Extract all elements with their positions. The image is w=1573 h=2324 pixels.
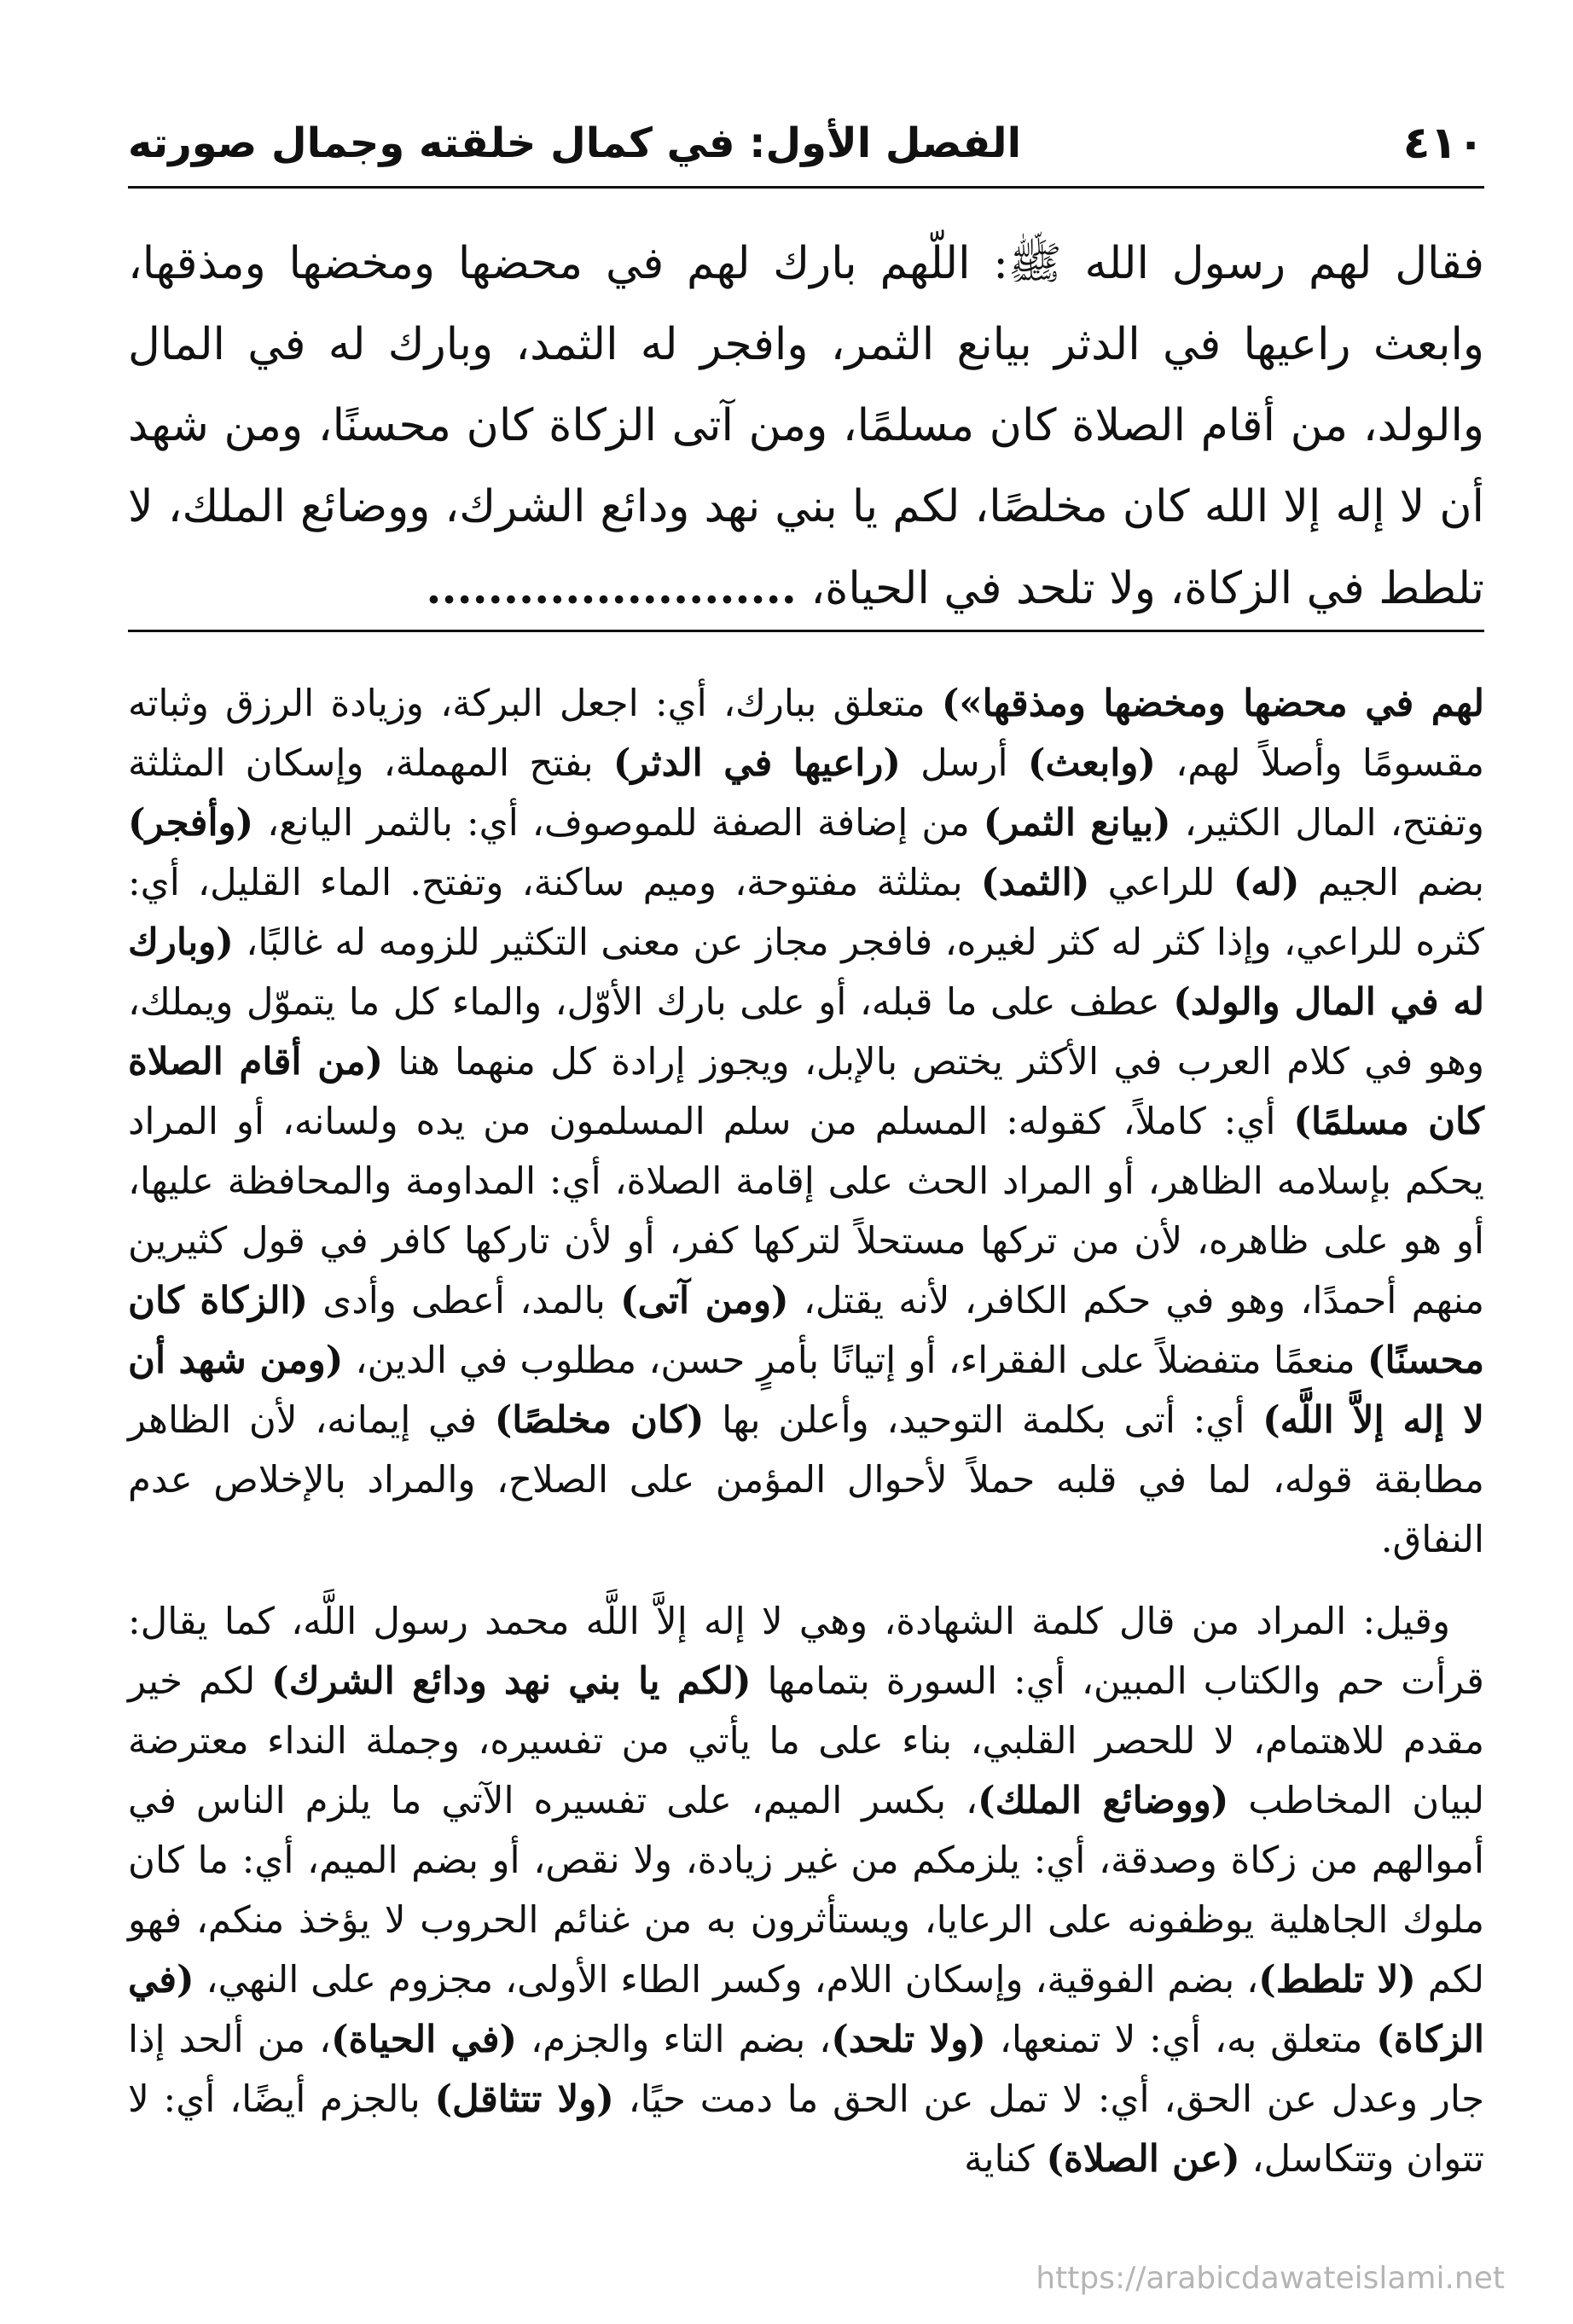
commentary-text: كناية [964,2138,1047,2181]
commentary-text: منعمًا متفضلاً على الفقراء، أو إتيانًا بأمرٍ حسن، مطلوب في الدين، [343,1339,1367,1382]
quoted-phrase: (في الزكاة) [128,1958,1485,2061]
commentary-text: للراعي [1089,862,1233,904]
quoted-phrase: (بيانع الثمر) [983,801,1171,845]
watermark-url: https://arabicdawateislami.net [1036,2261,1505,2296]
commentary-text: عطف على ما قبله، أو على بارك الأوّل، والماء كل ما يتموّل ويملك، وهو في كلام العرب في الأكثر يختص بالإبل، ويجوز إرادة كل منهما هنا [128,981,1484,1084]
commentary-text: لكم خير مقدم للاهتمام، لا للحصر القلبي، بناء على ما يأتي من تفسيره، وجملة النداء معترضة لبيان المخاطب [128,1660,1484,1822]
commentary-text: بالجزم أيضًا، أي: لا تتوان وتتكاسل، [128,2078,1484,2181]
commentary-paragraph-1 [128,674,1484,1570]
commentary-text: في إيمانه، لأن الظاهر مطابقة قوله، لما في قلبه حملاً لأحوال المؤمن على الصلاح، والمراد بالإخلاص عدم النفاق. [128,1399,1484,1561]
quoted-phrase: (وأفجر) [128,801,254,845]
commentary-text: متعلق ببارك، أي: اجعل البركة، وزيادة الرزق وثباته مقسومًا وأصلاً لهم، [128,683,1485,785]
quoted-phrase: (ووضائع الملك) [978,1779,1229,1822]
commentary-text: ، بكسر الميم، على تفسيره الآتي ما يلزم الناس في أموالهم من زكاة وصدقة، أي: يلزمكم من غير زيادة، ولا نقص، أو بضم الميم، أي: ما كان ملوك الجاهلية يوظفونه على الرعايا، ويستأثرون به من غنائم الحروب لا يؤخذ منكم، فهو لكم [128,1780,1484,2002]
commentary-text: أرسل [900,742,1028,785]
quoted-phrase: لهم في محضها ومخضها ومذقها») [941,682,1485,725]
quoted-phrase: (في الحياة) [331,2018,518,2061]
hadith-paragraph [128,224,1484,630]
section-divider-rule [128,630,1484,632]
quoted-phrase: (عن الصلاة) [1046,2137,1240,2181]
commentary-text: بالمد، أعطى وأدى [308,1280,621,1322]
header-rule [128,186,1484,189]
commentary-text: بفتح المهملة، وإسكان المثلثة وتفتح، المال الكثير، [128,742,1484,845]
commentary-text: أي: أتى بكلمة التوحيد، وأعلن بها [704,1399,1263,1442]
quoted-phrase: (راعيها في الدثر) [612,741,901,785]
chapter-title: الفصل الأول: في كمال خلقته وجمال صورته [128,119,1022,167]
commentary-paragraph-2 [128,1592,1484,2189]
quoted-phrase: (له) [1233,861,1300,904]
quoted-phrase: (الزكاة كان محسنًا) [128,1279,1485,1382]
hadith-text: فقال لهم رسول الله ﷺ: اللّهم بارك لهم في محضها ومخضها ومذقها، وابعث راعيها في الدثر بيانع الثمر، وافجر له الثمد، وبارك له في المال والولد، من أقام الصلاة كان مسلمًا، ومن آتى الزكاة كان محسنًا، ومن شهد أن لا إله إلا الله كان مخلصًا، لكم يا بني نهد ودائع الشرك، ووضائع الملك، لا تلطط في الزكاة، ولا تلحد في الحياة، [128,238,1484,614]
quoted-phrase: (كان مخلصًا) [494,1398,705,1442]
quoted-phrase: (لكم يا بني نهد ودائع الشرك) [271,1659,752,1703]
hadith-text-block [128,224,1484,630]
quoted-phrase: (وابعث) [1027,741,1156,785]
commentary-block [128,674,1484,2189]
commentary-text: وقيل: المراد من قال كلمة الشهادة، وهي لا إله إلاَّ اللَّه محمد رسول اللَّه، كما يقال: قرأت حم والكتاب المبين، أي: السورة بتمامها [128,1601,1484,1703]
ellipsis-dots: ........................ [426,562,797,614]
quoted-phrase: (ومن آتى) [620,1279,789,1322]
quoted-phrase: (الثمد) [980,861,1090,904]
commentary-text: متعلق به، أي: لا تمنعها، [985,2019,1377,2061]
quoted-phrase: (ولا تلحد) [831,2018,986,2061]
quoted-phrase: (ولا تتثاقل) [434,2077,614,2121]
quoted-phrase: (ومن شهد أن لا إله إلاَّ اللَّه) [128,1339,1484,1442]
commentary-text: بضم الجيم [1299,862,1484,904]
quoted-phrase: (من أقام الصلاة كان مسلمًا) [128,1040,1484,1143]
commentary-text: من إضافة الصفة للموصوف، أي: بالثمر اليانع، [253,802,984,845]
quoted-phrase: (وبارك له في المال والولد) [128,921,1484,1024]
quoted-phrase: (لا تلطط) [1258,1958,1416,2002]
commentary-text: ، بضم التاء والجزم، [517,2019,832,2061]
commentary-text: ، بضم الفوقية، وإسكان اللام، وكسر الطاء الأولى، مجزوم على النهي، [194,1959,1259,2002]
commentary-text: بمثلثة مفتوحة، وميم ساكنة، وتفتح. الماء القليل، أي: كثره للراعي، وإذا كثر له كثر لغيره، فافجر مجاز عن معنى التكثير للزومه له غالبًا، [128,862,1484,964]
commentary-text: ، من ألحد إذا جار وعدل عن الحق، أي: لا تمل عن الحق ما دمت حيًا، [128,2019,1484,2121]
page-number: ٤١٠ [1402,118,1484,169]
page-header [128,102,1484,188]
commentary-text: أي: كاملاً، كقوله: المسلم من سلم المسلمون من يده ولسانه، أو المراد يحكم بإسلامه الظاهر، أو المراد الحث على إقامة الصلاة، أي: المداومة والمحافظة عليها، أو هو على ظاهره، لأن من تركها مستحلاً لتركها كفر، أو لأن تاركها كافر في قول كثيرين منهم أحمدًا، وهو في حكم الكافر، لأنه يقتل، [128,1101,1484,1322]
